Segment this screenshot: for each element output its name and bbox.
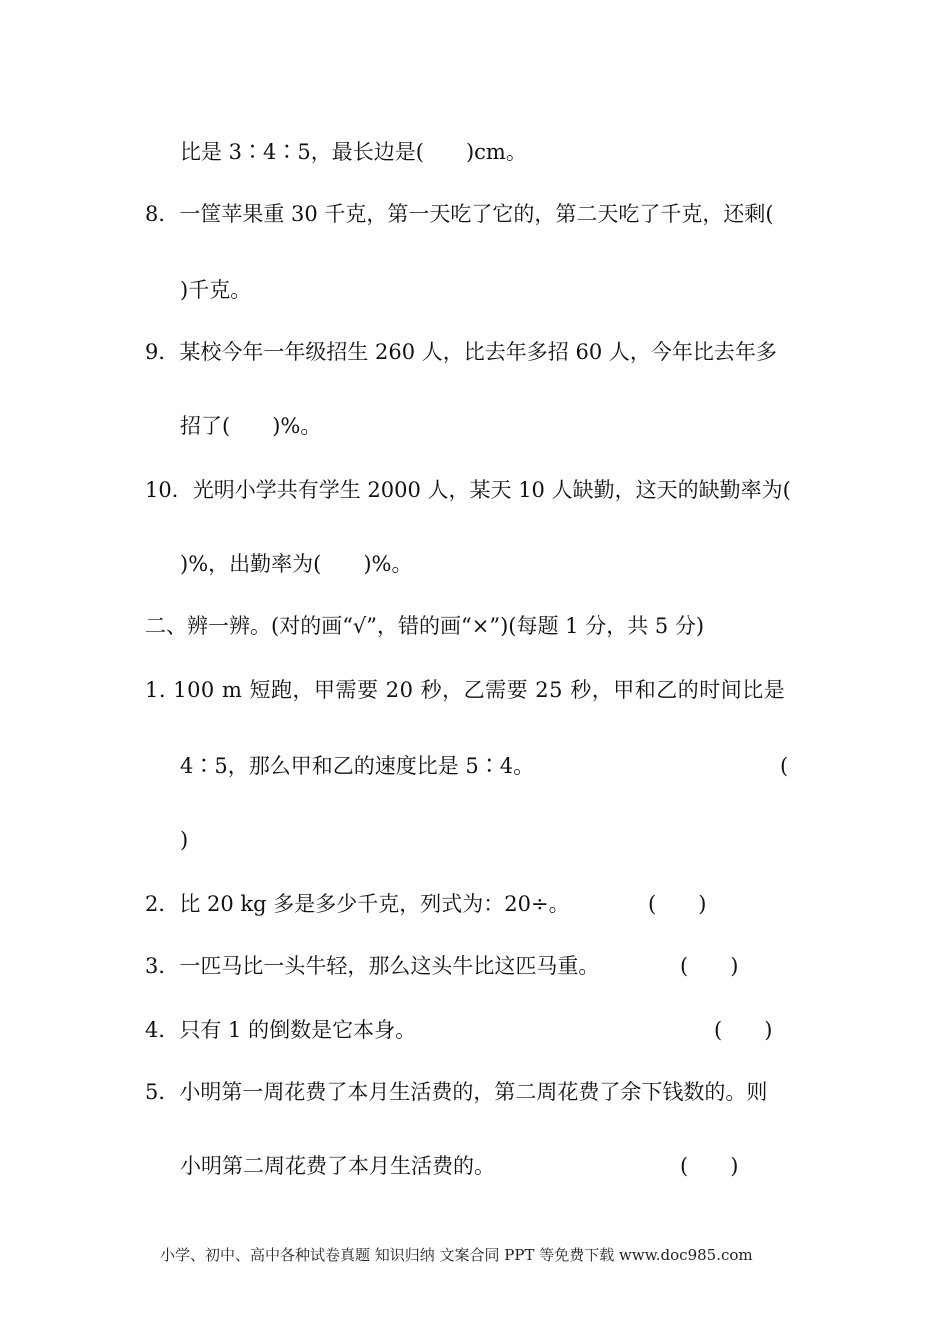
question-9-text: 9．某校今年一年级招生 260 人，比去年多招 60 人，今年比去年多 xyxy=(145,340,777,364)
judge-question-1-text: 1. 100 m 短跑，甲需要 20 秒，乙需要 25 秒，甲和乙的时间比是 xyxy=(145,678,786,702)
judge-question-4-text: 4．只有 1 的倒数是它本身。 xyxy=(145,1018,417,1042)
answer-paren-open: ( xyxy=(780,754,789,778)
answer-paren-close: ) xyxy=(180,828,189,852)
question-8-continuation: )千克。 xyxy=(180,278,252,302)
judge-question-1-continuation: 4∶5，那么甲和乙的速度比是 5∶4。 xyxy=(180,754,535,778)
question-9-continuation: 招了( )%。 xyxy=(180,414,322,438)
question-8-text: 8．一筐苹果重 30 千克，第一天吃了它的，第二天吃了千克，还剩( xyxy=(145,202,774,226)
judge-question-5-text: 5．小明第一周花费了本月生活费的，第二周花费了余下钱数的。则 xyxy=(145,1080,768,1104)
judge-question-3-answer-blank: ( ) xyxy=(680,954,739,978)
question-10-text: 10．光明小学共有学生 2000 人，某天 10 人缺勤，这天的缺勤率为( xyxy=(145,478,791,502)
judge-question-2-text: 2．比 20 kg 多是多少千克，列式为：20÷。 xyxy=(145,892,570,916)
judge-question-5-continuation: 小明第二周花费了本月生活费的。 xyxy=(180,1154,495,1178)
section-2-heading: 二、辨一辨。(对的画“√”，错的画“×”)(每题 1 分，共 5 分) xyxy=(145,614,705,638)
question-7-continuation: 比是 3∶4∶5，最长边是( )cm。 xyxy=(180,140,527,164)
judge-question-4-answer-blank: ( ) xyxy=(714,1018,773,1042)
judge-question-3-text: 3．一匹马比一头牛轻，那么这头牛比这匹马重。 xyxy=(145,954,600,978)
judge-question-5-answer-blank: ( ) xyxy=(680,1154,739,1178)
question-10-continuation: )%，出勤率为( )%。 xyxy=(180,552,413,576)
judge-question-2-answer-blank: ( ) xyxy=(648,892,707,916)
page-footer: 小学、初中、高中各种试卷真题 知识归纳 文案合同 PPT 等免费下载 www.doc985.com xyxy=(160,1246,753,1264)
